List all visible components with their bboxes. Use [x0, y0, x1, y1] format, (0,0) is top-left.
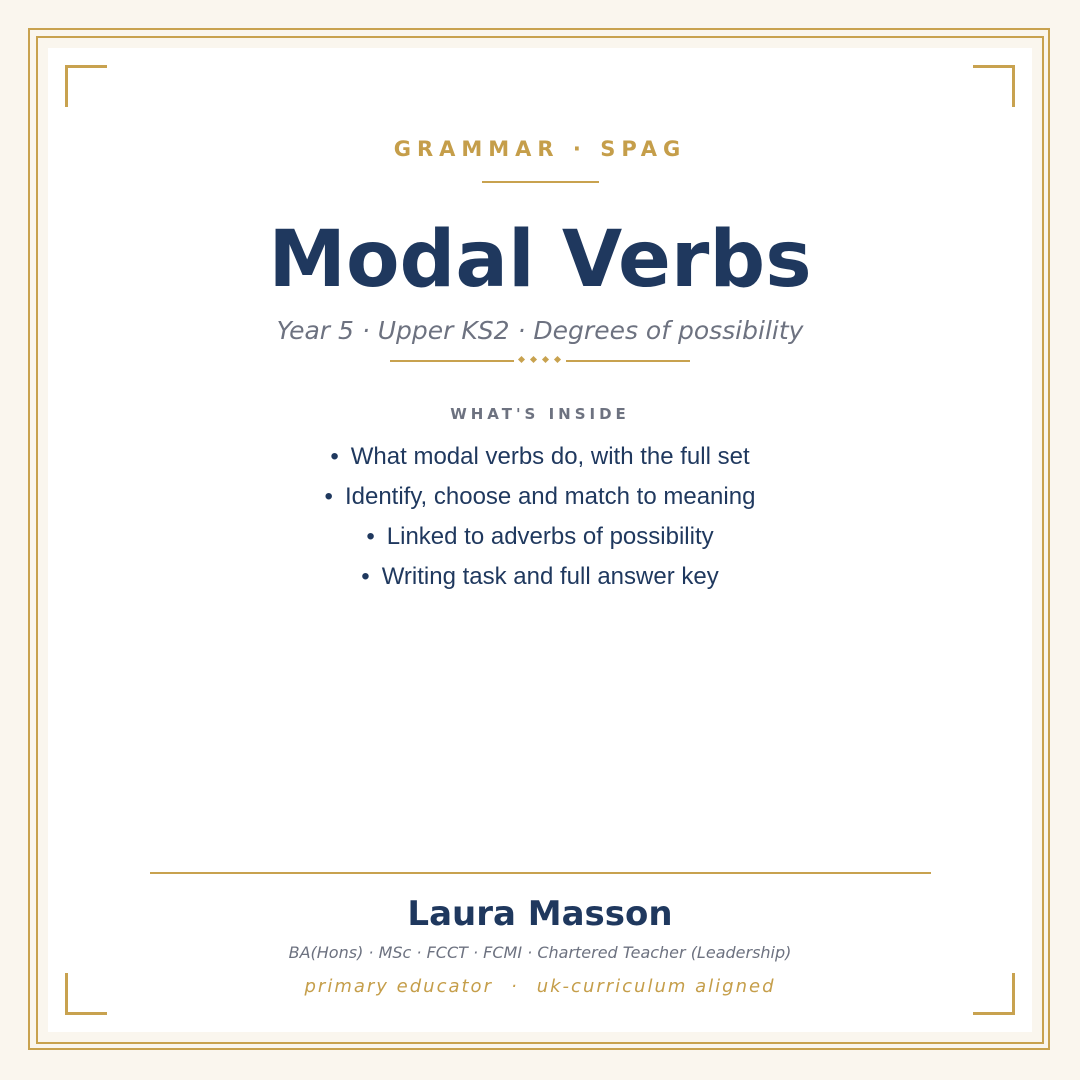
list-item [0, 517, 1080, 557]
bullet-icon: • [361, 563, 370, 590]
bullet-icon: • [330, 443, 339, 470]
list-item [0, 557, 1080, 597]
category-kicker: GRAMMAR · SPAG [393, 137, 687, 161]
contents-heading: WHAT'S INSIDE [450, 405, 630, 423]
divider-line-right [566, 360, 690, 362]
bullet-icon: • [324, 483, 333, 510]
corner-ornament-top-left [65, 65, 107, 107]
diamond-icon [530, 356, 537, 363]
page-subtitle: Year 5 · Upper KS2 · Degrees of possibility [276, 316, 804, 345]
tagline-alignment: uk-curriculum aligned [536, 976, 776, 997]
tagline-role: primary educator [304, 976, 493, 997]
list-item [0, 477, 1080, 517]
contents-list [0, 437, 1080, 597]
bullet-icon: • [366, 523, 375, 550]
tagline-separator: · [510, 976, 519, 997]
author-credentials: BA(Hons) · MSc · FCCT · FCMI · Chartered Teacher (Leadership) [288, 943, 792, 962]
list-item-text: What modal verbs do, with the full set [350, 443, 750, 470]
diamond-icon [542, 356, 549, 363]
author-tagline [0, 976, 1080, 997]
corner-ornament-top-right [973, 65, 1015, 107]
list-item-text: Linked to adverbs of possibility [386, 523, 714, 550]
diamond-icon [554, 356, 561, 363]
footer-divider [150, 872, 931, 874]
kicker-divider [482, 181, 599, 183]
page-title: Modal Verbs [268, 215, 812, 305]
ornamental-divider [390, 352, 690, 370]
list-item-text: Identify, choose and match to meaning [344, 483, 756, 510]
diamond-ornament [517, 357, 563, 365]
author-name: Laura Masson [407, 894, 673, 934]
divider-line-left [390, 360, 514, 362]
list-item [0, 437, 1080, 477]
diamond-icon [518, 356, 525, 363]
list-item-text: Writing task and full answer key [381, 563, 719, 590]
